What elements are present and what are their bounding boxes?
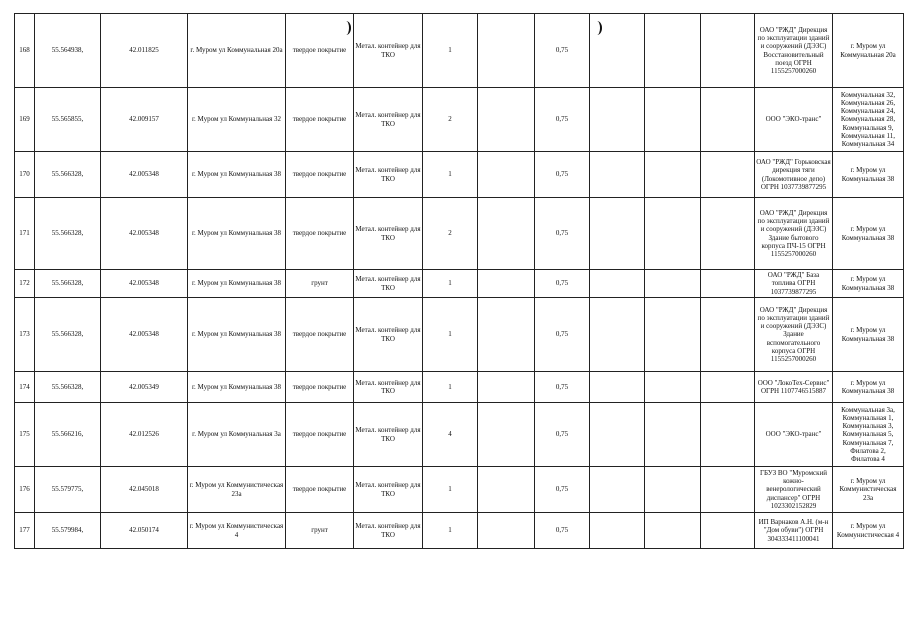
container-volume-cell: 0,75: [535, 152, 590, 198]
empty-cell: [478, 403, 535, 467]
container-type-cell: Метал. контейнер для ТКО: [354, 14, 423, 88]
surface-cell: твердое покрытие: [286, 198, 354, 270]
owner-cell: ОАО "РЖД" Дирекция по эксплуатации зданий и сооружений (ДЭЗС) Здание бытового корпуса ПЧ-15 ОГРН 1155257000260: [755, 198, 833, 270]
surface-cell: твердое покрытие: [286, 403, 354, 467]
surface-cell: твердое покрытие: [286, 372, 354, 403]
owner-cell: ООО "ЭКО-транс": [755, 403, 833, 467]
empty-cell: [478, 513, 535, 549]
row-number: 175: [15, 403, 35, 467]
container-volume-cell: 0,75: [535, 467, 590, 513]
empty-cell: [478, 467, 535, 513]
address-cell: г. Муром ул Коммунистическая 4: [188, 513, 286, 549]
waste-source-cell: г. Муром ул Коммунистическая 4: [833, 513, 904, 549]
empty-cell: [478, 372, 535, 403]
container-volume-cell: 0,75: [535, 270, 590, 298]
owner-cell: ОАО "РЖД" Дирекция по эксплуатации зданий и сооружений (ДЭЗС) Восстановительный поезд ОГРН 1155257000260: [755, 14, 833, 88]
container-count-cell: 4: [423, 403, 478, 467]
empty-cell: [645, 467, 701, 513]
table-row: [15, 372, 904, 403]
empty-cell: [590, 403, 645, 467]
empty-cell: [645, 152, 701, 198]
empty-cell: [478, 14, 535, 88]
empty-cell: [701, 152, 755, 198]
table-row: [15, 513, 904, 549]
longitude-cell: 42.005349: [101, 372, 188, 403]
container-count-cell: 1: [423, 14, 478, 88]
longitude-cell: 42.011825: [101, 14, 188, 88]
container-count-cell: 1: [423, 152, 478, 198]
table-row: [15, 403, 904, 467]
longitude-cell: 42.050174: [101, 513, 188, 549]
owner-cell: ООО "ЛокоТех-Сервис" ОГРН 1107746515887: [755, 372, 833, 403]
container-volume-cell: 0,75: [535, 298, 590, 372]
empty-cell: [590, 152, 645, 198]
container-count-cell: 1: [423, 270, 478, 298]
row-number: 176: [15, 467, 35, 513]
empty-cell: [478, 270, 535, 298]
container-volume-cell: 0,75: [535, 372, 590, 403]
empty-cell: [701, 298, 755, 372]
waste-source-cell: г. Муром ул Коммунальная 38: [833, 372, 904, 403]
empty-cell: [645, 270, 701, 298]
empty-cell: [590, 467, 645, 513]
container-volume-cell: 0,75: [535, 403, 590, 467]
latitude-cell: 55.566328,: [35, 198, 101, 270]
waste-source-cell: г. Муром ул Коммунальная 38: [833, 198, 904, 270]
row-number: 177: [15, 513, 35, 549]
container-count-cell: 1: [423, 372, 478, 403]
longitude-cell: 42.005348: [101, 298, 188, 372]
empty-cell: [478, 88, 535, 152]
latitude-cell: 55.579984,: [35, 513, 101, 549]
waste-source-cell: г. Муром ул Коммунальная 38: [833, 152, 904, 198]
table-row: [15, 14, 904, 88]
longitude-cell: 42.045018: [101, 467, 188, 513]
empty-cell: [478, 298, 535, 372]
row-number: 171: [15, 198, 35, 270]
longitude-cell: 42.009157: [101, 88, 188, 152]
longitude-cell: 42.005348: [101, 152, 188, 198]
surface-cell: грунт: [286, 270, 354, 298]
container-volume-cell: 0,75: [535, 88, 590, 152]
surface-cell: твердое покрытие: [286, 14, 354, 88]
empty-cell: [701, 270, 755, 298]
address-cell: г. Муром ул Коммунальная 3а: [188, 403, 286, 467]
container-type-cell: Метал. контейнер для ТКО: [354, 88, 423, 152]
empty-cell: [645, 198, 701, 270]
row-number: 169: [15, 88, 35, 152]
latitude-cell: 55.566216,: [35, 403, 101, 467]
empty-cell: [701, 198, 755, 270]
longitude-cell: 42.005348: [101, 270, 188, 298]
table-row: [15, 152, 904, 198]
waste-source-cell: г. Муром ул Коммунальная 38: [833, 298, 904, 372]
empty-cell: [701, 403, 755, 467]
container-type-cell: Метал. контейнер для ТКО: [354, 298, 423, 372]
owner-cell: ОАО "РЖД" Дирекция по эксплуатации зданий и сооружений (ДЭЗС) Здание вспомогательного корпуса ОГРН 1155257000260: [755, 298, 833, 372]
latitude-cell: 55.566328,: [35, 372, 101, 403]
container-volume-cell: 0,75: [535, 513, 590, 549]
empty-cell: [590, 372, 645, 403]
container-type-cell: Метал. контейнер для ТКО: [354, 403, 423, 467]
empty-cell: [645, 372, 701, 403]
empty-cell: [590, 513, 645, 549]
container-count-cell: 2: [423, 88, 478, 152]
owner-cell: ОАО "РЖД" База топлива ОГРН 1037739877295: [755, 270, 833, 298]
row-number: 174: [15, 372, 35, 403]
owner-cell: ОАО "РЖД" Горьковская дирекция тяги (Локомотивное депо) ОГРН 1037739877295: [755, 152, 833, 198]
empty-cell: [645, 298, 701, 372]
latitude-cell: 55.566328,: [35, 298, 101, 372]
owner-cell: ООО "ЭКО-транс": [755, 88, 833, 152]
surface-cell: твердое покрытие: [286, 88, 354, 152]
latitude-cell: 55.564938,: [35, 14, 101, 88]
container-volume-cell: 0,75: [535, 14, 590, 88]
address-cell: г. Муром ул Коммунальная 38: [188, 152, 286, 198]
surface-cell: твердое покрытие: [286, 467, 354, 513]
container-volume-cell: 0,75: [535, 198, 590, 270]
empty-cell: [701, 14, 755, 88]
latitude-cell: 55.566328,: [35, 270, 101, 298]
address-cell: г. Муром ул Коммунальная 20а: [188, 14, 286, 88]
surface-cell: твердое покрытие: [286, 298, 354, 372]
waste-source-cell: г. Муром ул Коммунальная 20а: [833, 14, 904, 88]
empty-cell: [701, 513, 755, 549]
owner-cell: ИП Варнаков А.Н. (м-н "Дом обуви") ОГРН 304333411100041: [755, 513, 833, 549]
empty-cell: [590, 198, 645, 270]
empty-cell: [645, 14, 701, 88]
container-count-cell: 1: [423, 467, 478, 513]
address-cell: г. Муром ул Коммунальная 38: [188, 198, 286, 270]
table-row: [15, 88, 904, 152]
waste-source-cell: Коммунальная 3а, Коммунальная 1, Коммунальная 3, Коммунальная 5, Коммунальная 7, Филатова 2, Филатова 4: [833, 403, 904, 467]
surface-cell: твердое покрытие: [286, 152, 354, 198]
empty-cell: [590, 270, 645, 298]
table-row: [15, 298, 904, 372]
empty-cell: [478, 152, 535, 198]
latitude-cell: 55.566328,: [35, 152, 101, 198]
row-number: 173: [15, 298, 35, 372]
address-cell: г. Муром ул Коммунистическая 23а: [188, 467, 286, 513]
waste-source-cell: г. Муром ул Коммунальная 38: [833, 270, 904, 298]
container-type-cell: Метал. контейнер для ТКО: [354, 270, 423, 298]
waste-source-cell: Коммунальная 32, Коммунальная 26, Коммунальная 24, Коммунальная 28, Коммунальная 9, Коммунальная 11, Коммунальная 34: [833, 88, 904, 152]
waste-source-cell: г. Муром ул Коммунистическая 23а: [833, 467, 904, 513]
container-count-cell: 1: [423, 298, 478, 372]
table-row: [15, 270, 904, 298]
empty-cell: [701, 372, 755, 403]
address-cell: г. Муром ул Коммунальная 38: [188, 270, 286, 298]
container-type-cell: Метал. контейнер для ТКО: [354, 467, 423, 513]
empty-cell: [701, 88, 755, 152]
empty-cell: [590, 14, 645, 88]
address-cell: г. Муром ул Коммунальная 38: [188, 298, 286, 372]
empty-cell: [701, 467, 755, 513]
container-type-cell: Метал. контейнер для ТКО: [354, 198, 423, 270]
owner-cell: ГБУЗ ВО "Муромский кожно-венерологический диспансер" ОГРН 1023302152829: [755, 467, 833, 513]
surface-cell: грунт: [286, 513, 354, 549]
row-number: 168: [15, 14, 35, 88]
container-type-cell: Метал. контейнер для ТКО: [354, 513, 423, 549]
empty-cell: [645, 403, 701, 467]
container-count-cell: 2: [423, 198, 478, 270]
table-row: [15, 198, 904, 270]
container-count-cell: 1: [423, 513, 478, 549]
row-number: 172: [15, 270, 35, 298]
empty-cell: [645, 513, 701, 549]
empty-cell: [590, 298, 645, 372]
address-cell: г. Муром ул Коммунальная 38: [188, 372, 286, 403]
container-type-cell: Метал. контейнер для ТКО: [354, 372, 423, 403]
latitude-cell: 55.565855,: [35, 88, 101, 152]
latitude-cell: 55.579775,: [35, 467, 101, 513]
table-row: [15, 467, 904, 513]
empty-cell: [590, 88, 645, 152]
longitude-cell: 42.012526: [101, 403, 188, 467]
empty-cell: [478, 198, 535, 270]
waste-sites-table: [14, 13, 904, 549]
row-number: 170: [15, 152, 35, 198]
address-cell: г. Муром ул Коммунальная 32: [188, 88, 286, 152]
container-type-cell: Метал. контейнер для ТКО: [354, 152, 423, 198]
empty-cell: [645, 88, 701, 152]
longitude-cell: 42.005348: [101, 198, 188, 270]
